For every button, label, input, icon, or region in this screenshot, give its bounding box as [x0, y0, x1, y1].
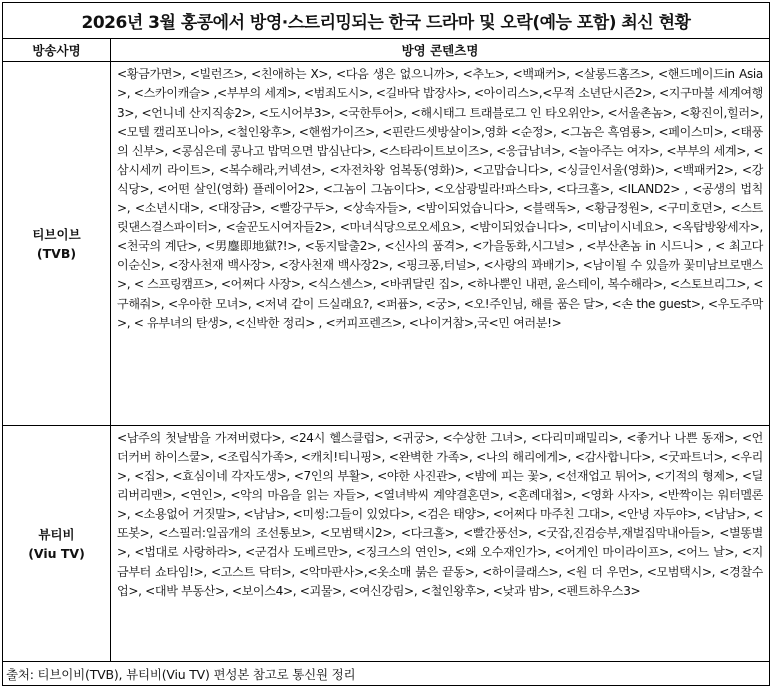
content-list-tvb: <황금가면>, <빌런즈>, <친애하는 X>, <다음 생은 없으니까>, <추노>, <백패커>, <살롱드홈즈>, <핸드메이드in Asia>, <스카이캐슬> ,<부부의 세계>, <범죄도시>, <길바닥 밥장사>, <아이리스>,<무적 소년단시즌2>, <지구마불 세계여행3>, <언니네 산지직송2>, <도시어부3>, <국한투어>, <해시태그 트래블로그 인 타오위안>, <서울촌놈>, <황진이,힐러>, <모텔 캘리포니아>, <철인왕후>, <핸썸가이즈>, <핀란드셋방살이>,영화 <순정>, <그놈은 흑염룡>, <페이스미>, <태풍의 신부>, <콩심은데 콩나고 밥먹으면 밥심난다>, <스타라이트보이즈>, <응급남녀>, <놀아주는 여자>, <부부의 세계>, <삼시세끼 라이트>, <복수해라,커넥션>, <자전차왕 엄복동(영화)>, <고맙습니다>, <싱글인서울(영화)>, <백패커2>, <강식당>, <어떤 살인(영화) 플레이어2>, <그놈이 그놈이다>, <오삼광빌라!파스타>, <다크홀>, <ILAND2> , <공생의 법칙>, <소년시대>, <대장금>, <빨강구두>, <상속자들>, <밤이되었습니다>, <블랙독>, <황금정원>, <구미호뎐>, <스트릿댄스걸스파이터>, <술꾼도시여자들2>, <마녀식당으로오세요>, <밤이되었습니다>, <미남이시네요>, <옥탑방왕세자>, <천국의 계단>, <男鏖即地獄?!>, <동지탈출2>, <신사의 품격>, <가을동화,시그널> , <부산촌놈 in 시드니> , < 최고다 이순신>, <장사천재 백사장>, <장사천재 백사장2>, <핑크퐁,터널>, <사랑의 꽈배기>, <남이될 수 있을까 꽃미남브로맨스>, < 스프링캠프>, <어쩌다 사장>, <식스센스>, <바퀴달린 집>, <하나뿐인 내편, 윤스테이, 복수해라>, <스토브리그>, <구해줘>, <우아한 모녀>, <저녁 같이 드실래요?, <퍼퓸>, <궁>, <오!주인님, 해를 품은 달>, <손 the guest>, <우도주막>, < 유부녀의 탄생>, <신박한 정리> , <커피프렌즈>, <나이거참>,국<민 여러분!> — [111, 62, 770, 426]
table-title: 2026년 3월 홍콩에서 방영·스트리밍되는 한국 드라마 및 오락(예능 포함) 최신 현황 — [3, 3, 770, 39]
source-note: 출처: 티브이비(TVB), 뷰티비(Viu TV) 편성본 참고로 통신원 정리 — [3, 662, 770, 686]
broadcaster-header: 방송사명 — [3, 38, 111, 62]
header-row — [3, 38, 770, 62]
broadcaster-name-ko: 뷰티비 — [38, 526, 75, 542]
broadcaster-name-en: (TVB) — [36, 245, 77, 261]
broadcast-table — [2, 2, 770, 686]
content-list-viu: <남주의 첫날밤을 가져버렸다>, <24시 헬스클럽>, <귀궁>, <수상한 그녀>, <다리미패밀리>, <좋거나 나쁜 동재>, <언더커버 하이스쿨>, <조립식가족>, <캐치!티니핑>, <완벽한 가족>, <나의 해리에게>, <감사합니다>, <굿파트너>, <우리>, <집>, <효심이네 각자도생>, <7인의 부활>, <야한 사진관>, <밤에 피는 꽃>, <선재업고 튀어>, <기적의 형제>, <딜리버리맨>, <연인>, <악의 마음을 읽는 자들>, <열녀박씨 계약결혼뎐>, <혼례대첩>, <영화 사자>, <반짝이는 워터멜론>, <소용없어 거짓말>, <남남>, <미씽:그들이 있었다>, <검은 태양>, <어쩌다 마주친 그대>, <안녕 자두야>, <남남>, <또봇>, <스필러:일곱개의 조선통보>, <모범택시2>, <다크홀>, <빨간풍선>, <굿잡,진검승부,재벌집막내아들>, <별똥별>, <법대로 사랑하라>, <군검사 도베르만>, <징크스의 연인>, <왜 오수재인가>, <어게인 마이라이프>, <어느 날>, <지금부터 쇼타임!>, <고스트 닥터>, <악마판사>,<옷소매 붉은 끝동>, <하이클래스>, <원 더 우먼>, <모범택시>, <경찰수업>, <대박 부동산>, <보이스4>, <괴물>, <여신강림>, <철인왕후>, <낮과 밤>, <펜트하우스3> — [111, 425, 770, 662]
broadcaster-cell-viu — [3, 425, 111, 662]
broadcaster-cell-tvb — [3, 62, 111, 426]
content-header: 방영 콘텐츠명 — [111, 38, 770, 62]
title-row — [3, 3, 770, 39]
broadcaster-name-en: (Viu TV) — [28, 545, 85, 561]
broadcaster-name-ko: 티브이브 — [32, 226, 81, 242]
source-row — [3, 662, 770, 686]
table-row-tvb — [3, 62, 770, 426]
table-row-viu — [3, 425, 770, 662]
